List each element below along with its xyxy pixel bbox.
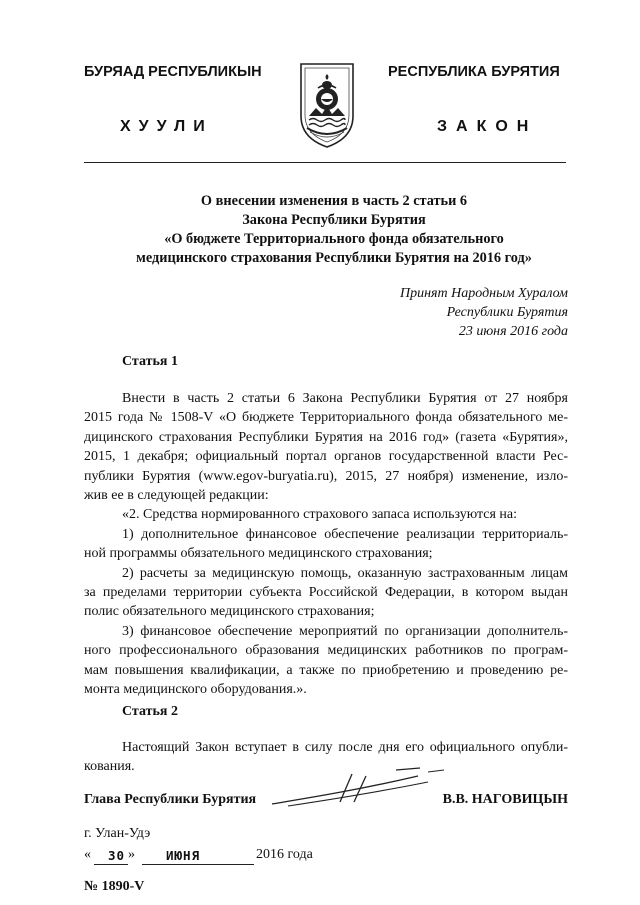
text-line: 2) расчеты за медицинскую помощь, оказанную застрахованным лицам bbox=[122, 565, 568, 581]
text-line: дицинского страхования Республики Бурятия на 2016 год» (газета «Бурятия», bbox=[84, 429, 568, 445]
text-line: 2015, 1 декабря; официальный портал органов государственной власти Рес- bbox=[84, 449, 568, 465]
law-title bbox=[100, 192, 568, 268]
text-line: за пределами территории субъекта Российской Федерации, в котором выдан bbox=[84, 585, 568, 601]
article-2-heading: Статья 2 bbox=[122, 704, 178, 719]
text-line: кования. bbox=[84, 759, 135, 775]
text-line: жив ее в следующей редакции: bbox=[84, 488, 269, 504]
text-line: «2. Средства нормированного страхового запаса используются на: bbox=[122, 507, 518, 523]
adoption-line: Республики Бурятия bbox=[446, 305, 568, 320]
law-number: № 1890-V bbox=[84, 879, 145, 894]
adoption-date: 23 июня 2016 года bbox=[458, 324, 568, 339]
adoption-note bbox=[400, 284, 568, 341]
title-line: медицинского страхования Республики Бурятия на 2016 год» bbox=[136, 250, 532, 266]
text-line: мам повышения квалификации, а также по приобретению и проведению ре- bbox=[84, 662, 568, 678]
date-year: 2016 года bbox=[256, 847, 313, 862]
header-divider bbox=[84, 162, 566, 163]
signature-row bbox=[84, 792, 568, 814]
date-day: 30 bbox=[108, 848, 126, 863]
text-line: 1) дополнительное финансовое обеспечение реализации территориаль- bbox=[122, 526, 568, 542]
text-line: ной программы обязательного медицинского страхования; bbox=[84, 546, 433, 562]
city: г. Улан-Удэ bbox=[84, 826, 151, 841]
article-1-body bbox=[84, 389, 568, 700]
date-close-quote: » bbox=[128, 847, 135, 862]
coat-of-arms-icon bbox=[296, 54, 358, 150]
header-left-law: ХУУЛИ bbox=[120, 118, 213, 135]
title-line: Закона Республики Бурятия bbox=[242, 212, 426, 228]
date-open-quote: « bbox=[84, 847, 91, 862]
adoption-line: Принят Народным Хуралом bbox=[399, 286, 568, 301]
text-line: полис обязательного медицинского страхования; bbox=[84, 604, 375, 620]
header-left-republic: БУРЯАД РЕСПУБЛИКЫН bbox=[84, 64, 262, 80]
month-underline bbox=[142, 864, 254, 865]
article-1-heading: Статья 1 bbox=[122, 354, 178, 369]
day-underline bbox=[94, 864, 128, 865]
title-line: «О бюджете Территориального фонда обязательного bbox=[164, 231, 504, 247]
signing-date bbox=[84, 847, 344, 867]
text-line: монта медицинского оборудования.». bbox=[84, 682, 307, 698]
text-line: ного профессионального образования медицинских работников по програм- bbox=[84, 643, 568, 659]
title-line: О внесении изменения в часть 2 статьи 6 bbox=[200, 193, 468, 209]
text-line: 2015 года № 1508-V «О бюджете Территориального фонда обязательного ме- bbox=[84, 410, 568, 426]
signatory-name: В.В. НАГОВИЦЫН bbox=[442, 792, 568, 807]
text-line: публики Бурятия (www.egov-buryatia.ru), 2015, 27 ноября) изменение, изло- bbox=[84, 468, 568, 484]
header-right-law: ЗАКОН bbox=[437, 118, 538, 135]
text-line: 3) финансовое обеспечение мероприятий по организации дополнитель- bbox=[122, 623, 568, 639]
signatory-position: Глава Республики Бурятия bbox=[84, 792, 257, 807]
text-line: Настоящий Закон вступает в силу после дня его официального опубли- bbox=[122, 740, 568, 755]
date-month: ИЮНЯ bbox=[166, 848, 201, 863]
header-right-republic: РЕСПУБЛИКА БУРЯТИЯ bbox=[388, 64, 560, 80]
text-line: Внести в часть 2 статьи 6 Закона Республики Бурятия от 27 ноября bbox=[122, 391, 568, 406]
